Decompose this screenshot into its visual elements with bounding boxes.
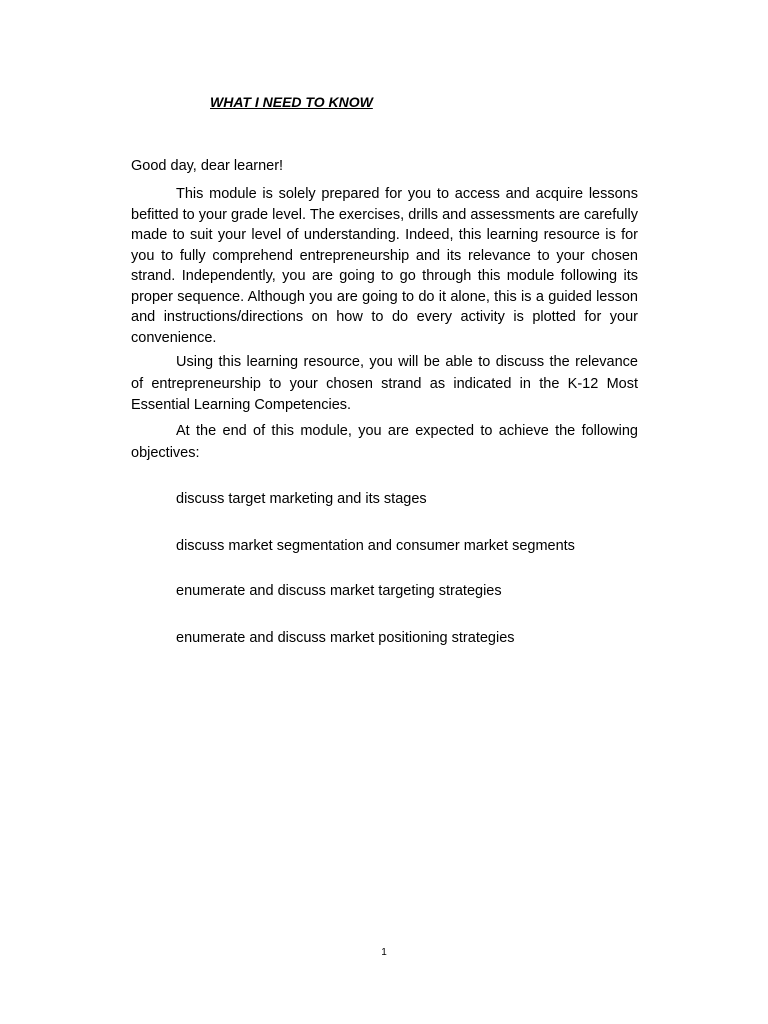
resource-paragraph: Using this learning resource, you will be able to discuss the relevance of entrepreneurship to your chosen strand as indicated in the K-12 Most Essential Learning Competencies. [131,354,638,413]
objective-item: discuss market segmentation and consumer market segments [176,538,575,554]
greeting-text: Good day, dear learner! [131,158,284,174]
page-title: WHAT I NEED TO KNOW [210,94,373,110]
objective-item: discuss target marketing and its stages [176,491,427,507]
page-number: 1 [381,947,387,958]
objectives-intro-paragraph: At the end of this module, you are expected to achieve the following objectives: [131,423,638,461]
objective-item: enumerate and discuss market targeting strategies [176,583,502,599]
intro-paragraph: This module is solely prepared for you to access and acquire lessons befitted to your grade level. The exercises, drills and assessments are carefully made to suit your level of understanding. Indeed, this learning resource is for you to fully comprehend entrepreneurship and its relevance to your chosen strand. Independently, you are going to go through this module following its proper sequence. Although you are going to do it alone, this is a guided lesson and instructions/directions on how to do every activity is plotted for your convenience. [131,186,638,346]
objective-item: enumerate and discuss market positioning strategies [176,630,515,646]
